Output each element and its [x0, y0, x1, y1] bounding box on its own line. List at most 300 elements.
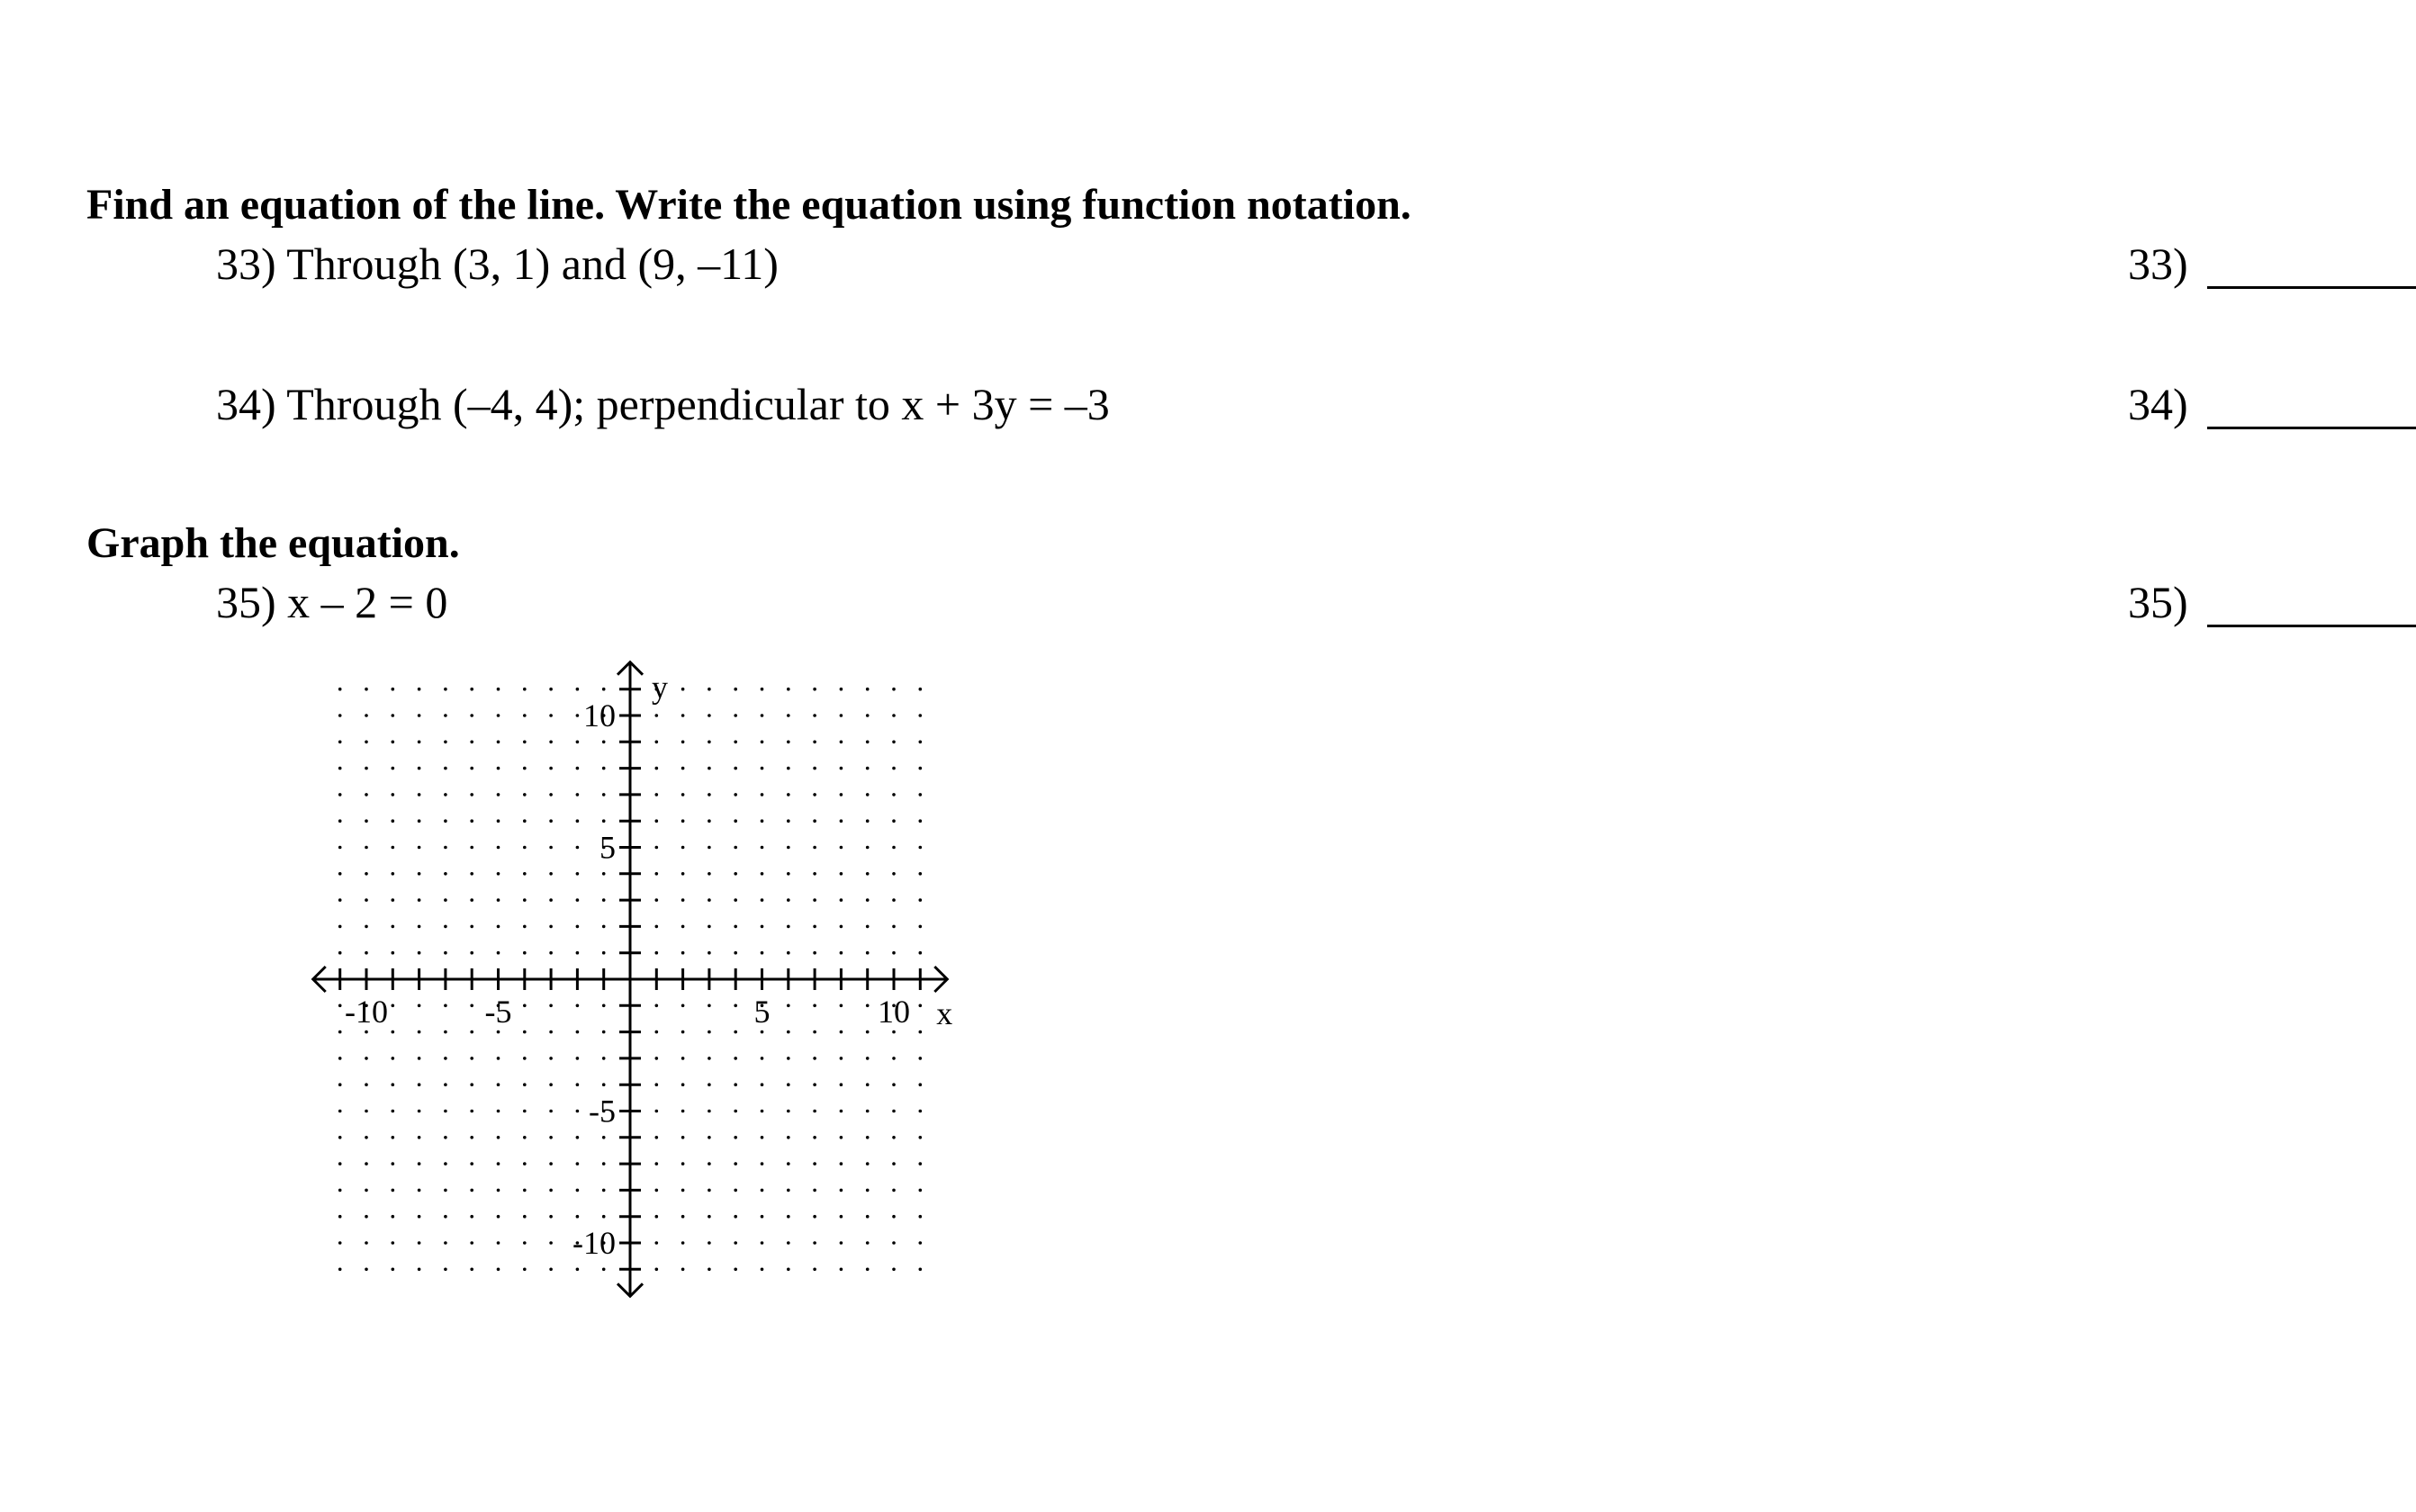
problem-text: x – 2 = 0: [287, 577, 448, 627]
grid-dot: [734, 1110, 737, 1113]
grid-dot: [418, 898, 421, 902]
grid-dot: [708, 925, 711, 929]
grid-dot: [338, 688, 342, 691]
y-tick-label: 10: [583, 698, 616, 734]
grid-dot: [576, 925, 580, 929]
grid-dot: [681, 1241, 685, 1245]
grid-dot: [866, 741, 870, 744]
grid-dot: [734, 1189, 737, 1192]
grid-dot: [681, 793, 685, 796]
grid-dot: [576, 793, 580, 796]
grid-dot: [761, 1215, 764, 1219]
grid-dot: [866, 819, 870, 823]
grid-dot: [365, 1057, 368, 1060]
grid-dot: [761, 1268, 764, 1272]
problem-34: [216, 378, 1110, 430]
grid-dot: [523, 872, 527, 876]
grid-dot: [549, 819, 553, 823]
grid-dot: [549, 951, 553, 955]
grid-dot: [523, 925, 527, 929]
grid-dot: [761, 872, 764, 876]
grid-dot: [470, 741, 473, 744]
grid-dot: [813, 951, 816, 955]
grid-dot: [418, 1083, 421, 1086]
grid-dot: [708, 1241, 711, 1245]
grid-dot: [708, 1215, 711, 1219]
grid-dot: [787, 1136, 790, 1139]
grid-dot: [813, 1057, 816, 1060]
grid-dot: [602, 741, 606, 744]
grid-dot: [444, 819, 447, 823]
grid-dot: [418, 1241, 421, 1245]
grid-dot: [655, 846, 659, 850]
grid-dot: [787, 767, 790, 770]
grid-dot: [470, 1215, 473, 1219]
grid-dot: [787, 1189, 790, 1192]
grid-dot: [392, 898, 395, 902]
grid-dot: [787, 898, 790, 902]
grid-dot: [602, 898, 606, 902]
grid-dot: [892, 1057, 896, 1060]
grid-dot: [866, 951, 870, 955]
grid-dot: [734, 1004, 737, 1008]
grid-dot: [892, 1136, 896, 1139]
grid-dot: [892, 1268, 896, 1272]
grid-dot: [418, 688, 421, 691]
grid-dot: [840, 1162, 843, 1166]
grid-dot: [418, 1268, 421, 1272]
answer-blank-33[interactable]: [2207, 286, 2416, 289]
grid-dot: [392, 688, 395, 691]
grid-dot: [681, 1215, 685, 1219]
grid-dot: [392, 1189, 395, 1192]
grid-dot: [866, 1268, 870, 1272]
y-tick-label: 5: [599, 829, 616, 866]
grid-dot: [338, 1083, 342, 1086]
grid-dot: [470, 1241, 473, 1245]
grid-dot: [497, 1189, 500, 1192]
grid-dot: [549, 1083, 553, 1086]
grid-dot: [761, 1030, 764, 1034]
grid-dot: [444, 1057, 447, 1060]
grid-dot: [497, 767, 500, 770]
grid-dot: [338, 1189, 342, 1192]
grid-dot: [919, 688, 923, 691]
grid-dot: [761, 846, 764, 850]
grid-dot: [338, 1215, 342, 1219]
grid-dot: [523, 1162, 527, 1166]
grid-dot: [892, 1083, 896, 1086]
grid-dot: [470, 898, 473, 902]
grid-dot: [681, 819, 685, 823]
grid-dot: [681, 714, 685, 717]
grid-dot: [444, 1189, 447, 1192]
grid-dot: [813, 1136, 816, 1139]
grid-dot: [576, 898, 580, 902]
grid-dot: [892, 1241, 896, 1245]
grid-dot: [602, 1136, 606, 1139]
grid-dot: [497, 1162, 500, 1166]
grid-dot: [365, 741, 368, 744]
grid-dot: [866, 1162, 870, 1166]
grid-dot: [444, 1083, 447, 1086]
grid-dot: [470, 1057, 473, 1060]
grid-dot: [365, 767, 368, 770]
grid-dot: [444, 1241, 447, 1245]
grid-dot: [919, 1004, 923, 1008]
grid-dot: [338, 819, 342, 823]
grid-dot: [470, 1162, 473, 1166]
grid-dot: [761, 925, 764, 929]
grid-dot: [338, 951, 342, 955]
grid-dot: [787, 1110, 790, 1113]
grid-dot: [655, 1057, 659, 1060]
problem-35: [216, 576, 447, 628]
grid-dot: [840, 767, 843, 770]
grid-dot: [813, 1241, 816, 1245]
grid-dot: [497, 925, 500, 929]
grid-dot: [840, 1083, 843, 1086]
grid-dot: [549, 925, 553, 929]
grid-dot: [866, 898, 870, 902]
grid-dot: [392, 1004, 395, 1008]
grid-dot: [338, 872, 342, 876]
grid-dot: [602, 1030, 606, 1034]
grid-dot: [919, 1110, 923, 1113]
grid-dot: [576, 1030, 580, 1034]
grid-dot: [813, 1268, 816, 1272]
grid-dot: [365, 819, 368, 823]
grid-dot: [866, 767, 870, 770]
grid-dot: [892, 1162, 896, 1166]
grid-dot: [761, 1136, 764, 1139]
grid-dot: [497, 1083, 500, 1086]
grid-dot: [919, 898, 923, 902]
grid-dot: [444, 741, 447, 744]
grid-dot: [602, 767, 606, 770]
grid-dot: [919, 1136, 923, 1139]
grid-dot: [840, 872, 843, 876]
grid-dot: [418, 714, 421, 717]
grid-dot: [655, 1030, 659, 1034]
coordinate-grid[interactable]: [270, 630, 990, 1332]
problem-number: 35): [216, 577, 276, 627]
grid-dot: [919, 872, 923, 876]
grid-dot: [734, 1083, 737, 1086]
grid-dot: [708, 1189, 711, 1192]
grid-dot: [840, 1030, 843, 1034]
grid-dot: [418, 1030, 421, 1034]
grid-dot: [840, 688, 843, 691]
grid-dot: [602, 1189, 606, 1192]
grid-dot: [602, 1057, 606, 1060]
grid-dot: [655, 1136, 659, 1139]
y-tick-label: -5: [589, 1093, 616, 1130]
grid-dot: [840, 1268, 843, 1272]
grid-dot: [497, 1030, 500, 1034]
grid-dot: [734, 1030, 737, 1034]
grid-dot: [576, 688, 580, 691]
grid-dot: [418, 951, 421, 955]
grid-dot: [866, 1136, 870, 1139]
grid-dot: [655, 767, 659, 770]
grid-dot: [787, 925, 790, 929]
grid-dot: [497, 951, 500, 955]
grid-dot: [734, 1136, 737, 1139]
grid-dot: [497, 1241, 500, 1245]
grid-dot: [365, 1030, 368, 1034]
grid-dot: [549, 1189, 553, 1192]
grid-dot: [866, 1110, 870, 1113]
grid-dot: [497, 741, 500, 744]
grid-dot: [708, 1110, 711, 1113]
grid-dot: [761, 714, 764, 717]
grid-dot: [840, 819, 843, 823]
grid-dot: [892, 846, 896, 850]
grid-dot: [470, 951, 473, 955]
grid-dot: [497, 688, 500, 691]
grid-dot: [418, 1215, 421, 1219]
grid-dot: [761, 1241, 764, 1245]
grid-dot: [576, 1162, 580, 1166]
grid-dot: [734, 872, 737, 876]
grid-dot: [602, 1215, 606, 1219]
grid-dot: [418, 1004, 421, 1008]
grid-dot: [549, 1110, 553, 1113]
grid-dot: [549, 741, 553, 744]
grid-dot: [813, 1162, 816, 1166]
grid-dot: [338, 1030, 342, 1034]
x-tick-label: 10: [878, 994, 910, 1030]
section-heading-graph: Graph the equation.: [86, 519, 460, 567]
grid-dot: [655, 898, 659, 902]
grid-dot: [840, 898, 843, 902]
grid-dot: [892, 741, 896, 744]
answer-label-33: 33): [2128, 238, 2188, 289]
grid-dot: [365, 898, 368, 902]
grid-dot: [840, 1189, 843, 1192]
grid-dot: [523, 767, 527, 770]
grid-dot: [392, 767, 395, 770]
grid-dot: [708, 951, 711, 955]
grid-dot: [444, 1136, 447, 1139]
grid-dot: [734, 925, 737, 929]
grid-dot: [338, 1057, 342, 1060]
grid-dot: [392, 714, 395, 717]
grid-dot: [655, 741, 659, 744]
grid-dot: [549, 872, 553, 876]
grid-dot: [681, 1030, 685, 1034]
grid-dot: [813, 1215, 816, 1219]
grid-dot: [549, 1030, 553, 1034]
grid-dot: [655, 1110, 659, 1113]
grid-dot: [761, 1083, 764, 1086]
grid-dot: [523, 1030, 527, 1034]
grid-dot: [338, 767, 342, 770]
grid-dot: [470, 793, 473, 796]
grid-dot: [708, 872, 711, 876]
x-tick-label: -10: [345, 994, 388, 1030]
grid-dot: [655, 1004, 659, 1008]
grid-dot: [444, 1030, 447, 1034]
grid-dot: [681, 767, 685, 770]
grid-dot: [655, 1189, 659, 1192]
grid-dot: [787, 1241, 790, 1245]
grid-dot: [919, 767, 923, 770]
grid-dot: [813, 872, 816, 876]
grid-dot: [523, 819, 527, 823]
grid-dot: [418, 793, 421, 796]
grid-dot: [919, 1241, 923, 1245]
grid-dot: [919, 714, 923, 717]
grid-dot: [866, 1241, 870, 1245]
grid-dot: [523, 688, 527, 691]
grid-dot: [392, 1110, 395, 1113]
problem-number: 33): [216, 238, 276, 289]
grid-dot: [813, 1030, 816, 1034]
grid-dot: [392, 1030, 395, 1034]
grid-dot: [497, 872, 500, 876]
grid-dot: [655, 1268, 659, 1272]
grid-dot: [576, 1083, 580, 1086]
grid-dot: [840, 1110, 843, 1113]
grid-dot: [497, 819, 500, 823]
grid-dot: [497, 1110, 500, 1113]
grid-dot: [840, 1215, 843, 1219]
grid-dot: [734, 1057, 737, 1060]
grid-dot: [892, 714, 896, 717]
grid-dot: [444, 898, 447, 902]
axes: [313, 662, 948, 1297]
problem-text: Through (–4, 4); perpendicular to x + 3y = –3: [286, 379, 1110, 429]
grid-dot: [365, 951, 368, 955]
grid-dot: [919, 819, 923, 823]
grid-dot: [708, 846, 711, 850]
grid-dot: [787, 1057, 790, 1060]
grid-dot: [602, 793, 606, 796]
grid-dot: [549, 898, 553, 902]
grid-dot: [813, 925, 816, 929]
grid-dot: [418, 1162, 421, 1166]
grid-dot: [470, 1268, 473, 1272]
grid-dot: [576, 1110, 580, 1113]
grid-dot: [840, 714, 843, 717]
grid-dot: [892, 951, 896, 955]
grid-dot: [470, 925, 473, 929]
grid-dot: [444, 767, 447, 770]
grid-dot: [655, 714, 659, 717]
grid-dot: [655, 1083, 659, 1086]
grid-dot: [576, 741, 580, 744]
grid-dot: [365, 925, 368, 929]
grid-dot: [708, 688, 711, 691]
grid-dot: [444, 1162, 447, 1166]
grid-dot: [866, 1057, 870, 1060]
grid-dot: [734, 714, 737, 717]
grid-dot: [602, 688, 606, 691]
grid-dot: [523, 1189, 527, 1192]
grid-dot: [681, 1083, 685, 1086]
grid-dot: [681, 741, 685, 744]
grid-dot: [761, 1057, 764, 1060]
grid-dot: [787, 1004, 790, 1008]
grid-dot: [866, 925, 870, 929]
grid-dot: [523, 741, 527, 744]
grid-dot: [919, 741, 923, 744]
grid-dot: [734, 688, 737, 691]
grid-dot: [681, 846, 685, 850]
grid-dot: [392, 741, 395, 744]
grid-dot: [681, 1162, 685, 1166]
grid-dot: [708, 898, 711, 902]
grid-dot: [365, 1189, 368, 1192]
grid-dot: [813, 898, 816, 902]
grid-dot: [549, 767, 553, 770]
grid-dot: [523, 846, 527, 850]
grid-dot: [549, 1057, 553, 1060]
grid-dot: [866, 846, 870, 850]
grid-dot: [787, 741, 790, 744]
answer-label-35: 35): [2128, 577, 2188, 627]
grid-dot: [655, 1215, 659, 1219]
grid-dot: [892, 1030, 896, 1034]
grid-dot: [576, 1268, 580, 1272]
grid-dot: [418, 1110, 421, 1113]
grid-dot: [919, 1189, 923, 1192]
grid-dot: [523, 1057, 527, 1060]
grid-dot: [681, 951, 685, 955]
grid-dot: [602, 1268, 606, 1272]
grid-dot: [892, 793, 896, 796]
grid-dot: [470, 767, 473, 770]
grid-dot: [681, 872, 685, 876]
y-tick-label: -10: [572, 1225, 616, 1261]
grid-dot: [919, 1083, 923, 1086]
grid-dot: [919, 1215, 923, 1219]
answer-blank-35[interactable]: [2207, 625, 2416, 627]
answer-blank-34[interactable]: [2207, 427, 2416, 429]
problem-33: [216, 238, 779, 290]
grid-dot: [840, 925, 843, 929]
grid-dot: [840, 793, 843, 796]
grid-dot: [444, 951, 447, 955]
grid-dot: [576, 1136, 580, 1139]
grid-dot: [470, 846, 473, 850]
grid-dot: [761, 1162, 764, 1166]
grid-dot: [734, 1268, 737, 1272]
grid-dot: [708, 1136, 711, 1139]
grid-dot: [497, 1215, 500, 1219]
grid-dot: [813, 1189, 816, 1192]
grid-dot: [813, 714, 816, 717]
grid-dot: [708, 1030, 711, 1034]
grid-dot: [470, 688, 473, 691]
grid-dot: [392, 1215, 395, 1219]
grid-dot: [392, 872, 395, 876]
grid-dot: [919, 1268, 923, 1272]
grid-dot: [708, 1004, 711, 1008]
grid-dot: [418, 872, 421, 876]
grid-dot: [787, 714, 790, 717]
grid-dot: [602, 951, 606, 955]
grid-dot: [734, 767, 737, 770]
grid-dot: [444, 1215, 447, 1219]
grid-dot: [892, 1215, 896, 1219]
grid-dot: [787, 846, 790, 850]
grid-dot: [866, 1030, 870, 1034]
grid-dot: [655, 951, 659, 955]
grid-dot: [813, 819, 816, 823]
